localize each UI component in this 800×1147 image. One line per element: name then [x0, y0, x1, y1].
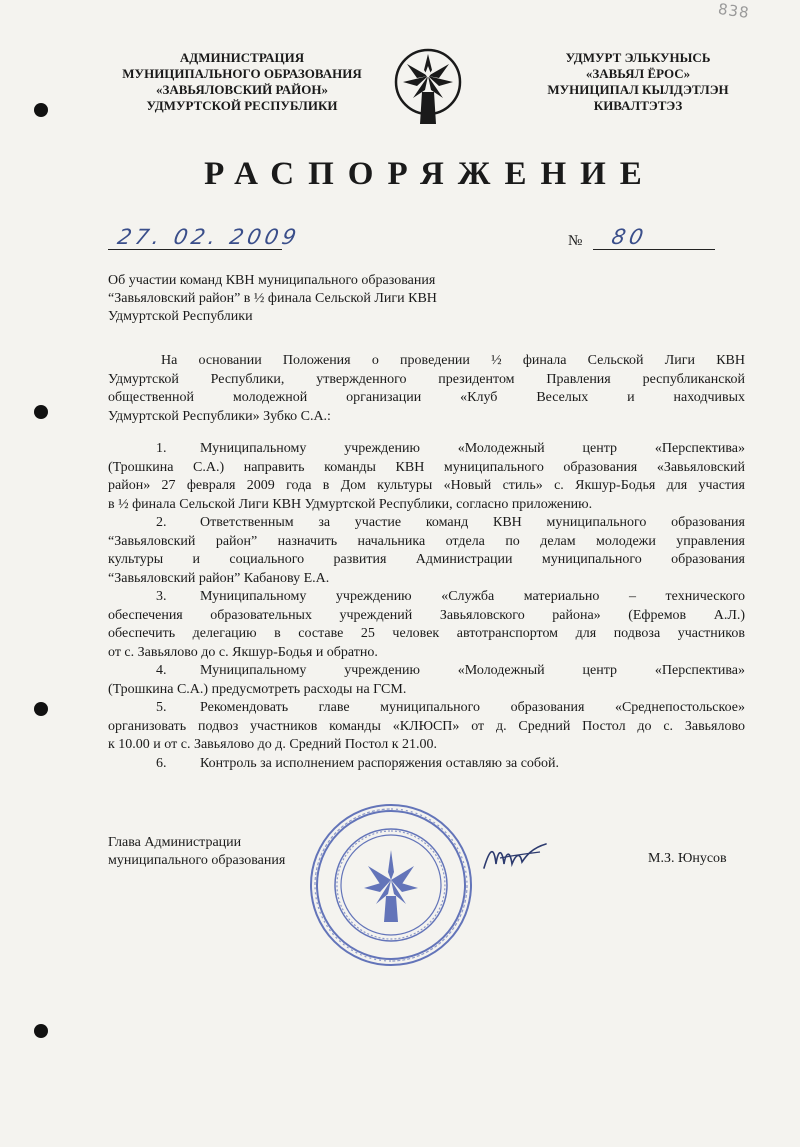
subject-line: Удмуртской Республики: [108, 309, 253, 324]
header-right-line: УДМУРТ ЭЛЬКУНЫСЬ: [565, 50, 711, 65]
item-line: (Трошкина С.А.) направить команды КВН муниципального образования «Завьяловский: [108, 459, 745, 475]
header-left-line: АДМИНИСТРАЦИЯ: [179, 50, 305, 65]
item-line: район» 27 февраля 2009 года в Дом культуры «Новый стиль» с. Якшур-Бодья для участия: [108, 478, 745, 493]
list-item: [108, 755, 745, 774]
preamble-line: Удмуртской Республики» Зубко С.А.:: [108, 408, 331, 424]
item-line: к 10.00 и от с. Завьялово до д. Средний Постол к 21.00.: [108, 737, 438, 752]
list-item: [108, 588, 745, 607]
list-item: [108, 699, 745, 718]
item-text: Ответственным за участие команд КВН муниципального образования: [200, 515, 745, 530]
header-right-line: «ЗАВЬЯЛ ЁРОС»: [585, 66, 691, 81]
signatory-name: М.З. Юнусов: [648, 851, 727, 866]
preamble-line: Удмуртской Республики, утвержденного президентом Правления республиканской: [108, 371, 745, 387]
signatory-position-line: Глава Администрации: [108, 835, 242, 850]
item-text: Контроль за исполнением распоряжения оставляю за собой.: [200, 755, 560, 771]
item-line: обеспечения образовательных учреждений Завьяловского района» (Ефремов А.Л.): [108, 607, 745, 623]
order-items: [108, 440, 745, 773]
item-line: в ½ финала Сельской Лиги КВН Удмуртской Республики, согласно приложению.: [108, 496, 593, 512]
item-text: Муниципальному учреждению «Служба материально – технического: [200, 589, 745, 604]
list-item: [108, 440, 745, 459]
header-left-line: УДМУРТСКОЙ РЕСПУБЛИКИ: [146, 98, 338, 113]
preamble-line: На основании Положения о проведении ½ финала Сельской Лиги КВН: [161, 353, 745, 368]
punch-hole: [34, 103, 48, 117]
punch-hole: [34, 1024, 48, 1038]
header-left-line: «ЗАВЬЯЛОВСКИЙ РАЙОН»: [156, 82, 328, 97]
document-title: РАСПОРЯЖЕНИЕ: [204, 156, 656, 192]
item-text: Рекомендовать главе муниципального образования «Среднепостольское»: [200, 700, 745, 715]
subject-line: Об участии команд КВН муниципального образования: [108, 273, 436, 288]
list-item: [108, 514, 745, 533]
item-number: 4.: [156, 663, 167, 678]
item-number: 1.: [156, 441, 167, 456]
header-right-line: КИВАЛТЭТЭЗ: [593, 98, 683, 113]
number-label: №: [568, 233, 583, 249]
list-item: [108, 662, 745, 681]
handwritten-number: 80: [609, 225, 650, 249]
signatory-position: [108, 834, 285, 870]
item-number: 6.: [156, 755, 167, 771]
item-line: “Завьяловский район” назначить начальника отдела по делам молодежи управления: [108, 533, 745, 549]
date-underline: [108, 249, 282, 250]
item-number: 3.: [156, 589, 167, 604]
corner-pencil-note: 838: [716, 0, 751, 23]
subject-line: “Завьяловский район” в ½ финала Сельской Лиги КВН: [108, 291, 437, 306]
item-line: организовать подвоз участников команды «КЛЮСП» от д. Средний Постол до с. Завьялово: [108, 718, 745, 734]
preamble: [108, 352, 745, 426]
header-right-block: [506, 50, 770, 114]
item-text: Муниципальному учреждению «Молодежный центр «Перспектива»: [200, 663, 745, 678]
punch-hole: [34, 405, 48, 419]
handwritten-signature: [480, 838, 550, 874]
official-seal-stamp: [306, 800, 476, 970]
item-number: 2.: [156, 515, 167, 530]
item-number: 5.: [156, 700, 167, 715]
item-text: Муниципальному учреждению «Молодежный центр «Перспектива»: [200, 441, 745, 456]
document-subject: [108, 272, 528, 326]
number-underline: [593, 249, 715, 250]
item-line: обеспечить делегацию в составе 25 человек автотранспортом для подвоза участников: [108, 626, 745, 641]
item-line: от с. Завьялово до с. Якшур-Бодья и обратно.: [108, 644, 378, 660]
preamble-line: общественной молодежной организации «Клуб Веселых и находчивых: [108, 390, 745, 405]
signatory-position-line: муниципального образования: [108, 853, 286, 868]
punch-hole: [34, 702, 48, 716]
header-left-block: [108, 50, 376, 114]
item-line: культуры и социального развития Администрации муниципального образования: [108, 552, 745, 567]
coat-of-arms-emblem: [393, 46, 463, 126]
handwritten-date: 27. 02. 2009: [115, 225, 303, 249]
item-line: (Трошкина С.А.) предусмотреть расходы на ГСМ.: [108, 681, 407, 697]
item-line: “Завьяловский район” Кабанову Е.А.: [108, 570, 330, 586]
header-left-line: МУНИЦИПАЛЬНОГО ОБРАЗОВАНИЯ: [122, 66, 362, 81]
header-right-line: МУНИЦИПАЛ КЫЛДЭТЛЭН: [547, 82, 729, 97]
